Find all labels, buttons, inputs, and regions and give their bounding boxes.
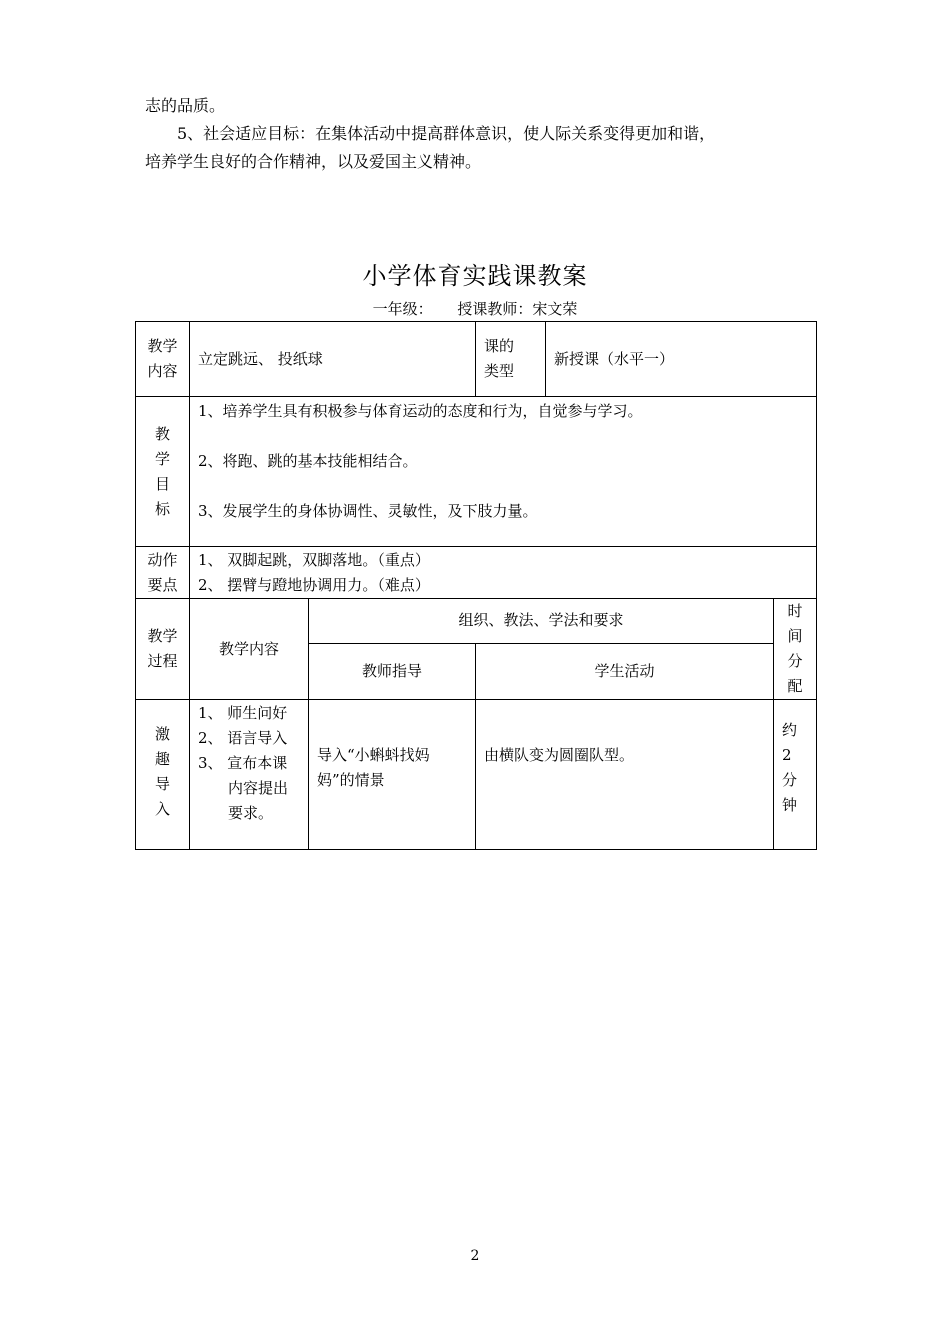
teacher-guidance-header: 教师指导 — [309, 643, 476, 699]
stage-item: 内容提出 — [228, 779, 289, 797]
stage-item: 2、 语言导入 — [198, 729, 288, 747]
content-value: 立定跳远、 投纸球 — [190, 322, 476, 397]
key-point-item: 1、 双脚起跳，双脚落地。（重点） — [198, 550, 430, 569]
stage-item: 要求。 — [228, 804, 274, 822]
process-header-row-1 — [136, 599, 817, 644]
process-label: 教学 过程 — [136, 599, 190, 700]
document-subtitle — [0, 298, 950, 319]
teacher-label: 授课教师：宋文荣 — [457, 300, 578, 318]
goal-item: 1、培养学生具有积极参与体育运动的态度和行为，自觉参与学习。 — [198, 402, 643, 420]
goals-row — [136, 397, 817, 547]
stage-time: 约 2 分 钟 — [774, 700, 817, 850]
stage-teacher-guidance: 导入“小蝌蚪找妈妈”的情景 — [309, 700, 476, 850]
stage-item: 3、 宣布本课 — [198, 754, 288, 772]
key-points-label: 动作 要点 — [136, 547, 190, 599]
intro-line-1: 志的品质。 — [145, 96, 226, 115]
stage-row — [136, 700, 817, 850]
goals-cell — [190, 397, 817, 547]
stage-content — [190, 700, 309, 850]
time-header: 时 间 分 配 — [774, 599, 817, 700]
page-number: 2 — [470, 1248, 480, 1264]
intro-line-2: 5、社会适应目标：在集体活动中提高群体意识，使人际关系变得更加和谐， — [177, 124, 716, 143]
grade-label: 一年级： — [372, 300, 433, 318]
intro-text — [145, 92, 825, 176]
goal-item: 2、将跑、跳的基本技能相结合。 — [198, 452, 418, 470]
lesson-plan-table — [135, 321, 817, 850]
goal-item: 3、发展学生的身体协调性、灵敏性，及下肢力量。 — [198, 502, 538, 520]
stage-label: 激 趣 导 入 — [136, 700, 190, 850]
type-value: 新授课（水平一） — [546, 322, 817, 397]
key-points-cell — [190, 547, 817, 599]
goals-label: 教 学 目 标 — [136, 397, 190, 547]
stage-student-activity: 由横队变为圆圈队型。 — [476, 700, 774, 850]
org-header: 组织、教法、学法和要求 — [309, 599, 774, 644]
type-label: 课的 类型 — [476, 322, 546, 397]
process-content-header: 教学内容 — [190, 599, 309, 700]
student-activity-header: 学生活动 — [476, 643, 774, 699]
intro-line-3: 培养学生良好的合作精神，以及爱国主义精神。 — [145, 152, 482, 171]
content-label: 教学 内容 — [136, 322, 190, 397]
key-point-item: 2、 摆臂与蹬地协调用力。（难点） — [198, 575, 430, 594]
key-points-row — [136, 547, 817, 599]
document-title: 小学体育实践课教案 — [362, 262, 588, 290]
content-row — [136, 322, 817, 397]
stage-item: 1、 师生问好 — [198, 704, 288, 722]
